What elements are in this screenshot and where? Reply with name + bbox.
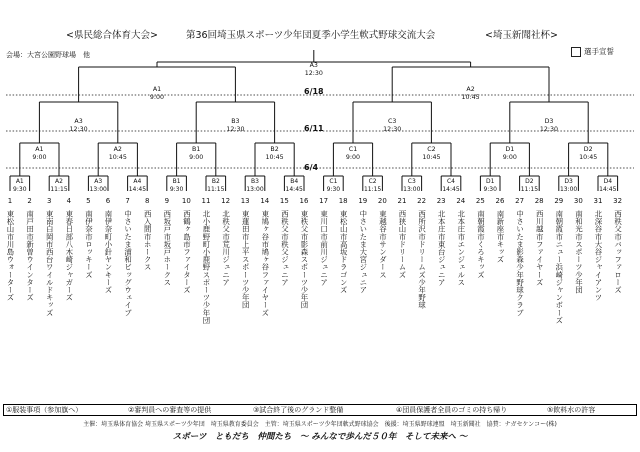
team-name: 西秩父市秩父ジュニア (280, 210, 290, 286)
match-id: B2 (270, 146, 279, 153)
venue-label: 会場：大宮公園野球場 他 (6, 51, 90, 59)
match-id: A1 (35, 146, 44, 153)
match-time: 9:00 (32, 154, 47, 162)
team-number: 5 (86, 197, 91, 205)
team-number: 8 (144, 197, 150, 205)
team-name: 北秩父市荒川ジュニア (221, 210, 231, 286)
team-name: 中さいたま浦和ビッグウェイブ (123, 210, 133, 317)
team-number: 13 (240, 197, 250, 205)
team-name: 東春日部八木崎ジャガーズ (64, 210, 74, 302)
team-name: 北深谷市大谷ジャイアンツ (594, 210, 603, 302)
slogan: スポーツ ともだち 仲間たち 〜 みんなで歩んだ５０年 そして未来へ 〜 (172, 432, 468, 442)
team-name: 東鳩ヶ谷市鳩ヶ谷ファイヤーズ (260, 210, 270, 317)
match-id: B3 (251, 178, 259, 185)
round1-match (117, 178, 157, 193)
team-number: 7 (125, 197, 130, 205)
match-id: B1 (172, 178, 181, 185)
match-time: 9:30 (13, 185, 27, 193)
team-number: 32 (613, 197, 623, 205)
match-id: D3 (544, 118, 554, 125)
match-id: D2 (583, 146, 593, 153)
team-name: 南戸田市新曽ウインターズ (25, 210, 35, 302)
rule-item: ④団員保護者全員のゴミの持ち帰り (396, 406, 508, 414)
team-name: 南朝霞市くろキッズ (476, 210, 486, 279)
round1-match (392, 178, 432, 193)
team-name: 西川越市ファイヤーズ (535, 210, 545, 286)
team-name: 北小鹿野町小鹿野スポーツ少年団 (202, 210, 211, 324)
match-id: D3 (564, 178, 573, 185)
match-id: A1 (15, 178, 24, 185)
team-name: 南朝霞市ニュー浜崎ジャンボーズ (554, 210, 564, 324)
round1-match (509, 178, 549, 193)
match-id: B1 (192, 146, 201, 153)
team-number: 11 (201, 197, 211, 205)
rule-item: ⑤飲料水の許容 (547, 406, 596, 414)
match-time: 9:00 (149, 94, 165, 102)
round1-match (78, 178, 118, 193)
round2-match (411, 146, 451, 162)
team-name: 西坂戸市坂戸ホークス (162, 210, 172, 286)
round2-match (255, 146, 295, 162)
team-name: 西秩父市バッファローズ (613, 210, 623, 294)
round1-match (157, 178, 197, 193)
team-name: 南新座市キッズ (496, 210, 505, 264)
round1-match (196, 178, 236, 193)
team-name: 東秩父市影森スポーツ少年団 (300, 210, 309, 309)
match-id: A2 (55, 178, 63, 185)
rule-item: ③試合終了後のグランド整備 (253, 406, 344, 414)
team-name: 中さいたま大宮ジュニア (358, 210, 368, 294)
round2-match (333, 146, 373, 162)
team-name: 北本庄市東台ジュニア (437, 210, 447, 286)
match-time: 10:45 (108, 154, 127, 162)
round1-match (39, 178, 79, 193)
match-id: C1 (329, 178, 338, 185)
match-time: 9:30 (326, 185, 341, 193)
match-time: 12:30 (383, 126, 402, 134)
match-time: 11:15 (207, 185, 225, 193)
team-number: 25 (475, 197, 485, 205)
team-number: 31 (593, 197, 603, 205)
match-id: D1 (485, 178, 495, 185)
team-number: 23 (436, 197, 446, 205)
round1-match (0, 178, 40, 193)
team-number: 20 (377, 197, 387, 205)
team-number: 21 (397, 197, 407, 205)
date-label-final: 6/18 (304, 87, 324, 96)
match-time: 12:30 (304, 70, 323, 78)
quarterfinal-match (59, 118, 99, 134)
team-number: 16 (299, 197, 309, 205)
match-time: 13:00 (89, 185, 107, 193)
team-number: 17 (319, 197, 329, 205)
team-number: 10 (181, 197, 191, 205)
team-name: 西入間市ホークス (143, 210, 153, 271)
team-number: 24 (456, 197, 466, 205)
date-label-round1: 6/4 (304, 163, 319, 172)
team-number: 26 (495, 197, 505, 205)
team-number: 18 (338, 197, 348, 205)
team-name: 東南白岡市西台ワイルドキッズ (45, 210, 55, 317)
match-id: D4 (603, 178, 613, 185)
round1-match (235, 178, 275, 193)
semifinal-match (137, 86, 177, 102)
match-time: 14:45 (599, 185, 617, 193)
team-name: 中さいたま影森少年野球クラブ (515, 210, 525, 317)
team-name: 南和光市スポーツ少年団 (574, 210, 584, 294)
legend-label: 選手宣誓 (584, 47, 614, 56)
match-id: C4 (446, 178, 455, 185)
team-number: 19 (358, 197, 368, 205)
round1-match (431, 178, 471, 193)
team-name: 東松山市川島ウォーターズ (6, 210, 15, 302)
match-id: D2 (525, 178, 534, 185)
match-id: A3 (74, 118, 83, 125)
round2-match (176, 146, 216, 162)
round1-match (588, 178, 628, 193)
match-time: 9:00 (345, 154, 361, 162)
match-time: 14:45 (442, 185, 460, 193)
team-name: 南伊奈市ロッキーズ (84, 210, 94, 279)
header-right: <埼玉新聞社杯> (485, 30, 558, 41)
match-time: 9:00 (502, 154, 517, 162)
team-name: 東蓮田市上平スポーツ少年団 (241, 210, 251, 309)
match-id: C2 (368, 178, 377, 185)
rule-item: ①服装事項（参加旗へ） (6, 406, 83, 414)
date-label-quarter: 6/11 (304, 124, 324, 133)
round1-match (549, 178, 589, 193)
team-name: 東松山市高坂ドラゴンズ (339, 210, 349, 294)
match-id: A1 (152, 86, 162, 93)
team-number: 1 (7, 197, 13, 205)
match-time: 9:30 (169, 185, 184, 193)
match-time: 11:15 (520, 185, 539, 193)
team-number: 30 (573, 197, 583, 205)
round1-match (274, 178, 314, 193)
quarterfinal-match (215, 118, 255, 134)
match-id: C3 (407, 178, 416, 185)
team-number: 9 (164, 197, 170, 205)
match-time: 11:15 (50, 185, 68, 193)
match-time: 10:45 (461, 94, 480, 102)
match-time: 9:30 (483, 185, 497, 193)
match-id: B4 (290, 178, 299, 185)
rule-item: ②審判員への審査等の提供 (128, 406, 212, 414)
team-name: 西鶴ヶ島市ファイターズ (182, 210, 192, 294)
match-time: 13:00 (559, 185, 578, 193)
match-id: A2 (466, 86, 475, 93)
match-id: A2 (113, 146, 122, 153)
match-time: 12:30 (226, 126, 245, 134)
match-id: A4 (133, 178, 142, 185)
match-id: C1 (348, 146, 358, 153)
match-time: 12:30 (69, 126, 88, 134)
round1-match (470, 178, 510, 193)
match-time: 14:45 (285, 185, 303, 193)
quarterfinal-match (372, 118, 412, 134)
semifinal-match (451, 86, 491, 102)
match-id: D1 (505, 146, 515, 153)
team-number: 3 (46, 197, 52, 205)
tournament-title: 第36回埼玉県スポーツ少年団夏季小学生軟式野球交流大会 (186, 30, 436, 41)
round1-match (313, 178, 353, 193)
match-id: A3 (309, 62, 318, 69)
match-time: 12:30 (539, 126, 559, 134)
round2-match (490, 146, 530, 162)
team-number: 14 (260, 197, 270, 205)
match-time: 13:00 (246, 185, 264, 193)
sponsors-line: 主催：埼玉県体育協会 埼玉県スポーツ少年団 埼玉県教育委員会 主管：埼玉県スポーツ少年団軟式野球協会 後援：埼玉県野球連盟 埼玉新聞社 協賛：ナガセケンコー(株) (83, 421, 557, 428)
match-id: C2 (427, 146, 436, 153)
match-id: B2 (211, 178, 220, 185)
round1-match (353, 178, 393, 193)
team-name: 西所沢市ドリームズ少年野球 (417, 210, 427, 309)
match-time: 10:45 (265, 154, 284, 162)
final-match (294, 62, 334, 78)
team-name: 北本庄市エンジェルス (456, 210, 466, 286)
team-name: 西狭山市ドリームズ (398, 210, 407, 279)
team-name: 南伊奈町小針ヤンキーズ (104, 210, 113, 294)
match-id: B3 (231, 118, 240, 125)
team-number: 27 (515, 197, 525, 205)
team-number: 29 (554, 197, 564, 205)
match-time: 10:45 (579, 154, 598, 162)
team-number: 2 (27, 197, 32, 205)
round2-match (98, 146, 138, 162)
match-time: 11:15 (363, 185, 382, 193)
match-time: 14:45 (128, 185, 147, 193)
match-time: 10:45 (422, 154, 441, 162)
team-number: 4 (66, 197, 72, 205)
round2-match (19, 146, 59, 162)
match-id: A3 (94, 178, 103, 185)
team-number: 22 (417, 197, 427, 205)
team-number: 6 (105, 197, 111, 205)
team-name: 東川口市前川ジュニア (319, 210, 329, 286)
round2-match (568, 146, 608, 162)
team-number: 15 (279, 197, 289, 205)
team-number: 28 (534, 197, 544, 205)
match-time: 13:00 (403, 185, 421, 193)
match-time: 9:00 (189, 154, 204, 162)
match-id: C3 (387, 118, 397, 125)
team-name: 東越谷市サンダース (378, 210, 388, 279)
team-number: 12 (221, 197, 231, 205)
header-left: <県民総合体育大会> (66, 30, 158, 41)
quarterfinal-match (529, 118, 569, 134)
